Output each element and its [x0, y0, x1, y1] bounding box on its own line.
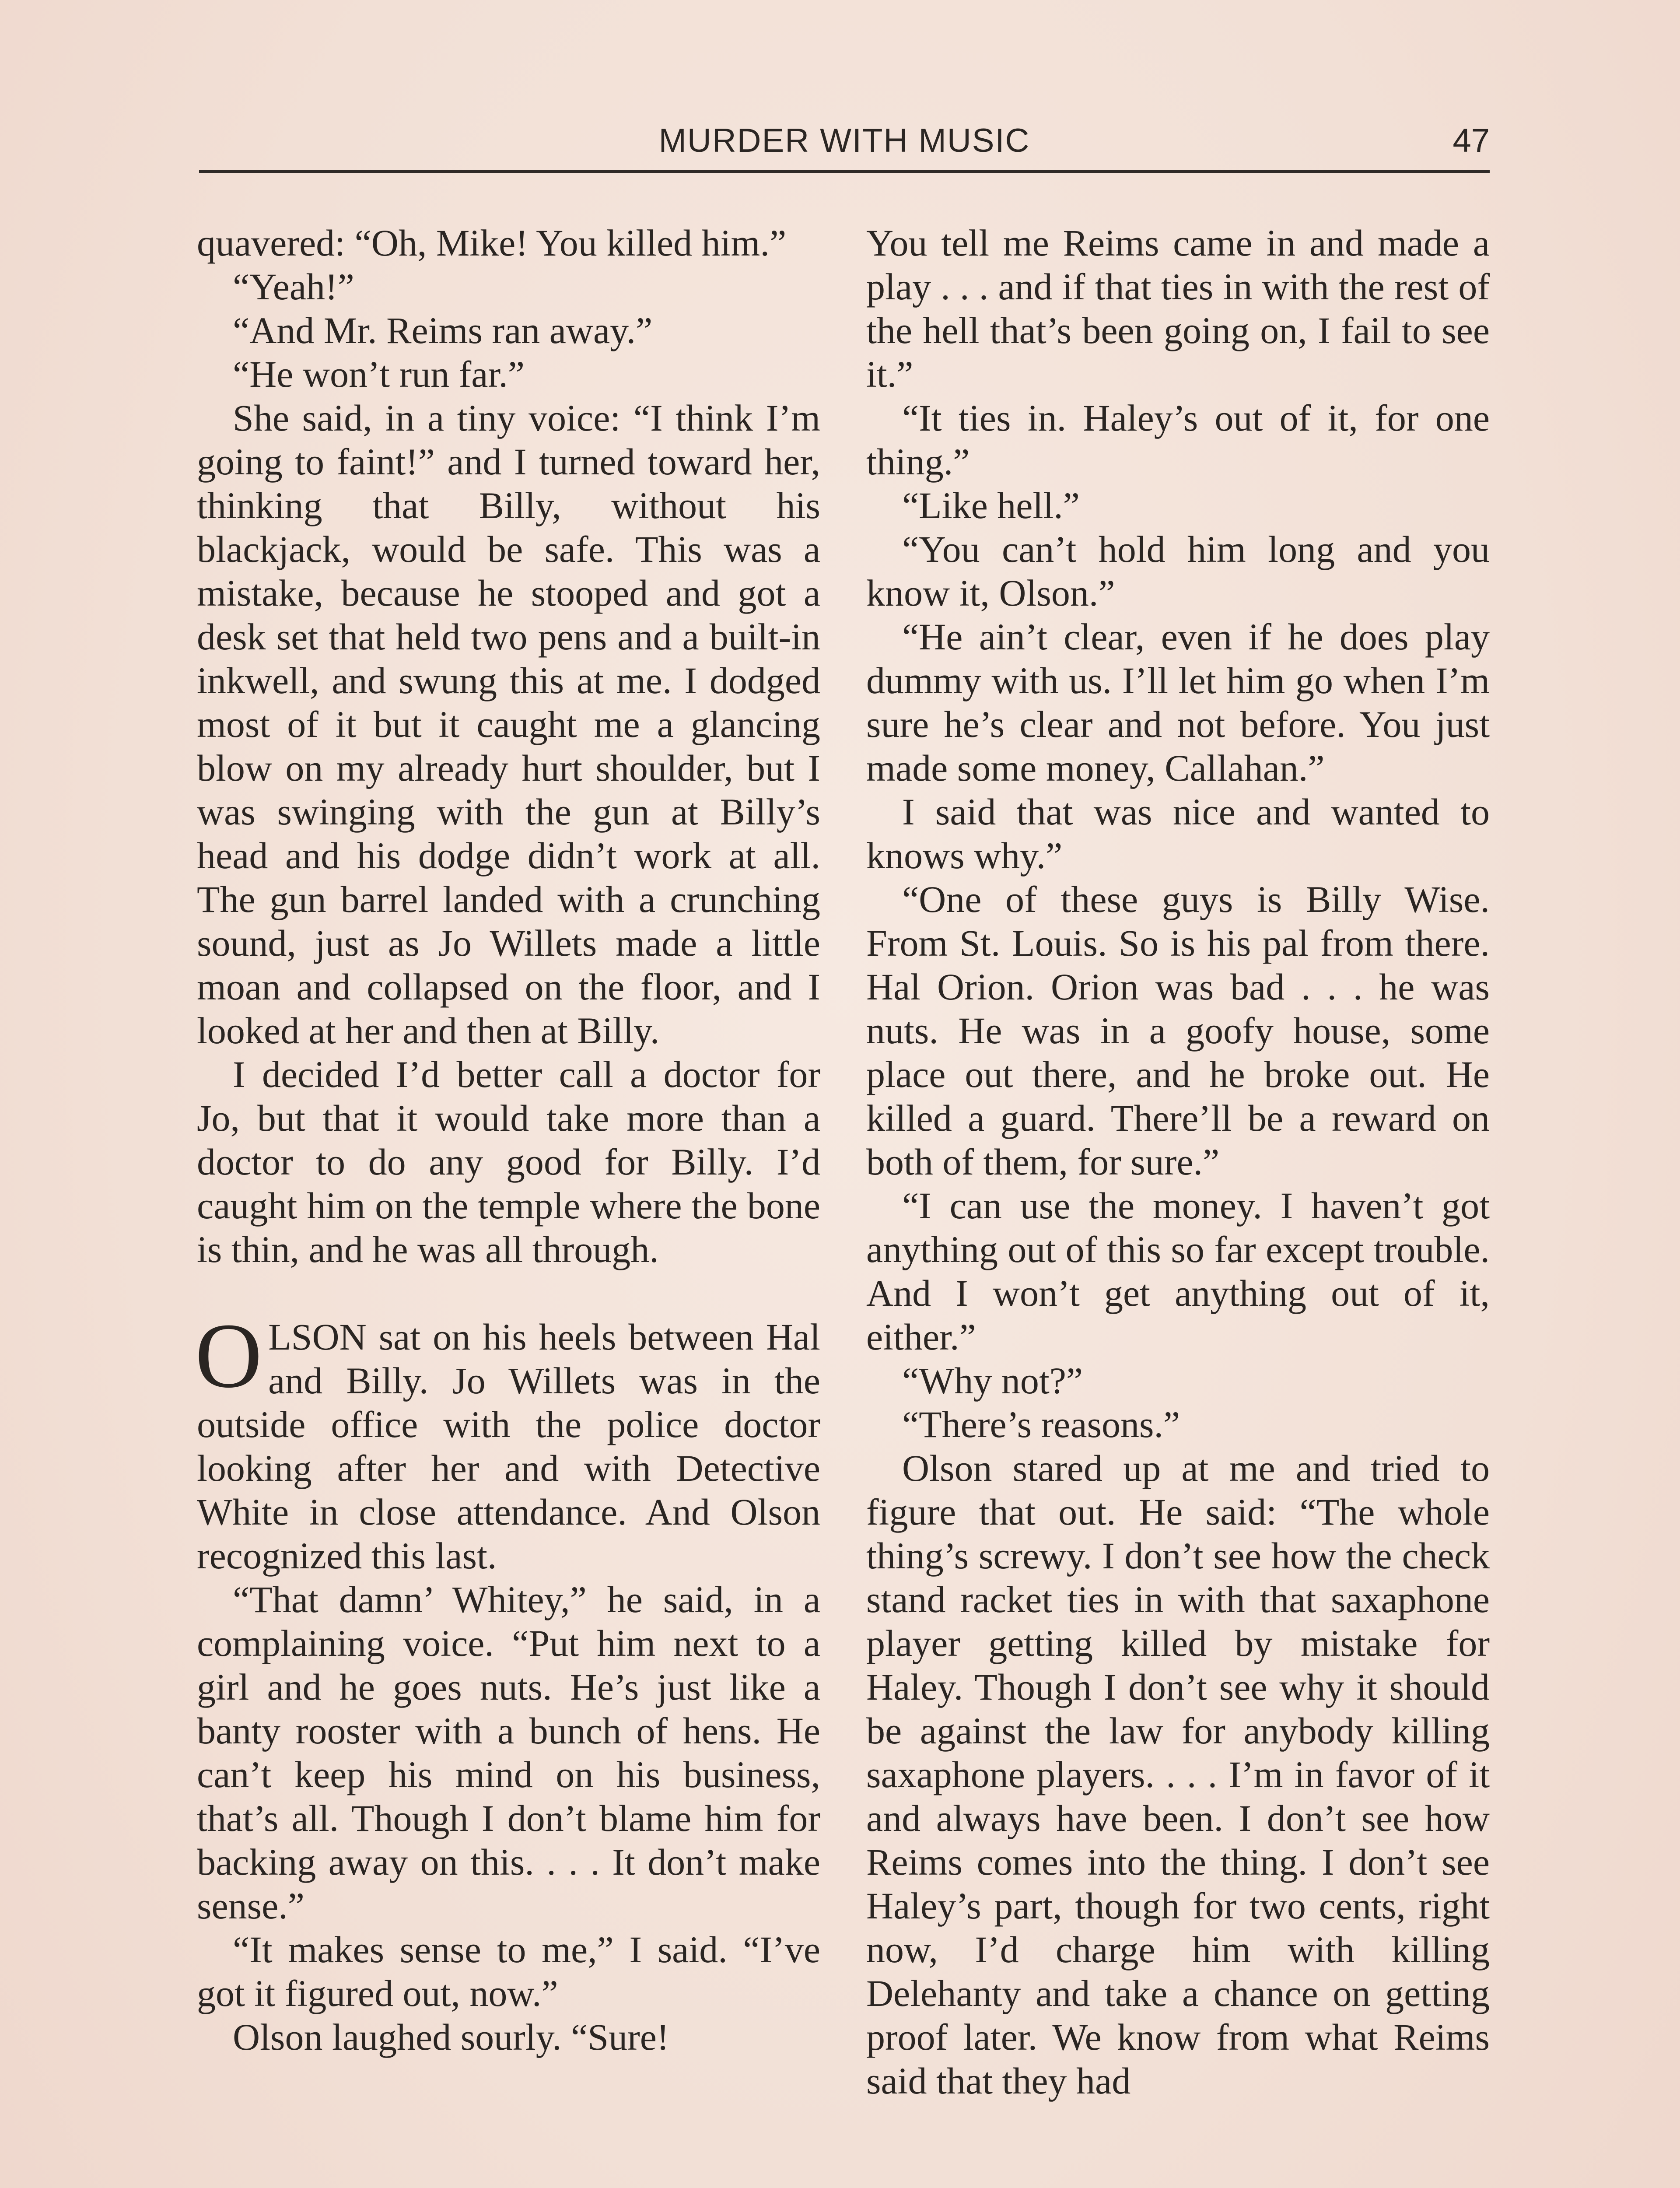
paragraph: I decided I’d better call a doctor for Jo, but that it would take more than a doctor to do any good for Billy. I’d caught him on the temple where the bone is thin, and he was all through. — [197, 1053, 820, 1270]
paragraph: I said that was nice and wanted to knows why.” — [866, 791, 1490, 877]
paragraph: “Like hell.” — [902, 484, 1080, 526]
paragraph: She said, in a tiny voice: “I think I’m going to faint!” and I turned toward her, thinking that Billy, without his blackjack, would be safe. This was a mistake, because he stooped and got a desk set that held two pens and a built-in inkwell, and swung this at me. I dodged most of it but it caught me a glancing blow on my already hurt shoulder, but I was swinging with the gun at Billy’s head and his dodge didn’t work at all. The gun barrel landed with a crunching sound, just as Jo Willets made a little moan and collapsed on the floor, and I looked at her and then at Billy. — [197, 397, 820, 1052]
paragraph: “Yeah!” — [233, 266, 354, 308]
paragraph: “I can use the money. I haven’t got anything out of this so far except trouble. And I won’t get anything out of it, either.” — [866, 1185, 1490, 1358]
section-start-paragraph — [195, 1304, 820, 1578]
paragraph: “It ties in. Haley’s out of it, for one thing.” — [866, 397, 1490, 483]
paragraph: “You can’t hold him long and you know it, Olson.” — [866, 528, 1490, 614]
page-header — [199, 117, 1490, 165]
paragraph: “One of these guys is Billy Wise. From St. Louis. So is his pal from there. Hal Orion. Orion was bad . . . he was nuts. He was in a goofy house, some place out there, and he broke out. He killed a guard. There’ll be a reward on both of them, for sure.” — [866, 878, 1490, 1183]
section-first-text: LSON sat on his heels between Hal and Billy. Jo Willets was in the outside office with the police doctor looking after her and with Detective White in close attendance. And Olson recognized this last. — [197, 1316, 820, 1577]
paragraph: “He won’t run far.” — [233, 353, 525, 395]
paragraph: “It makes sense to me,” I said. “I’ve got it figured out, now.” — [197, 1929, 820, 2014]
paragraph: “That damn’ Whitey,” he said, in a complaining voice. “Put him next to a girl and he goes nuts. He’s just like a banty rooster with a bunch of hens. He can’t keep his mind on his business, that’s all. Though I don’t blame him for backing away on this. . . . It don’t make sense.” — [197, 1578, 820, 1927]
running-title: MURDER WITH MUSIC — [658, 122, 1030, 159]
paragraph: Olson stared up at me and tried to figure that out. He said: “The whole thing’s screwy. I don’t see how the check stand racket ties in with that saxaphone player getting killed by mistake for Haley. Though I don’t see why it should be against the law for anybody killing saxaphone players. . . . I’m in favor of it and always have been. I don’t see how Reims comes into the thing. I don’t see Haley’s part, though for two cents, right now, I’d charge him with killing Delehanty and take a chance on getting proof later. We know from what Reims said that they had — [866, 1447, 1490, 2102]
paragraph: “There’s reasons.” — [902, 1403, 1180, 1445]
paragraph: “And Mr. Reims ran away.” — [233, 309, 653, 351]
paragraph: “He ain’t clear, even if he does play dummy with us. I’ll let him go when I’m sure he’s clear and not before. You just made some money, Callahan.” — [866, 616, 1490, 789]
header-rule — [199, 170, 1490, 173]
right-column — [866, 221, 1490, 2103]
drop-cap: O — [195, 1304, 262, 1407]
paragraph: You tell me Reims came in and made a play . . . and if that ties in with the rest of the hell that’s been going on, I fail to see it.” — [866, 222, 1490, 395]
paragraph: Olson laughed sourly. “Sure! — [233, 2016, 669, 2058]
paragraph: “Why not?” — [902, 1360, 1083, 1402]
page-number: 47 — [1452, 122, 1490, 159]
paragraph: quavered: “Oh, Mike! You killed him.” — [197, 222, 787, 264]
left-column — [197, 221, 820, 2059]
